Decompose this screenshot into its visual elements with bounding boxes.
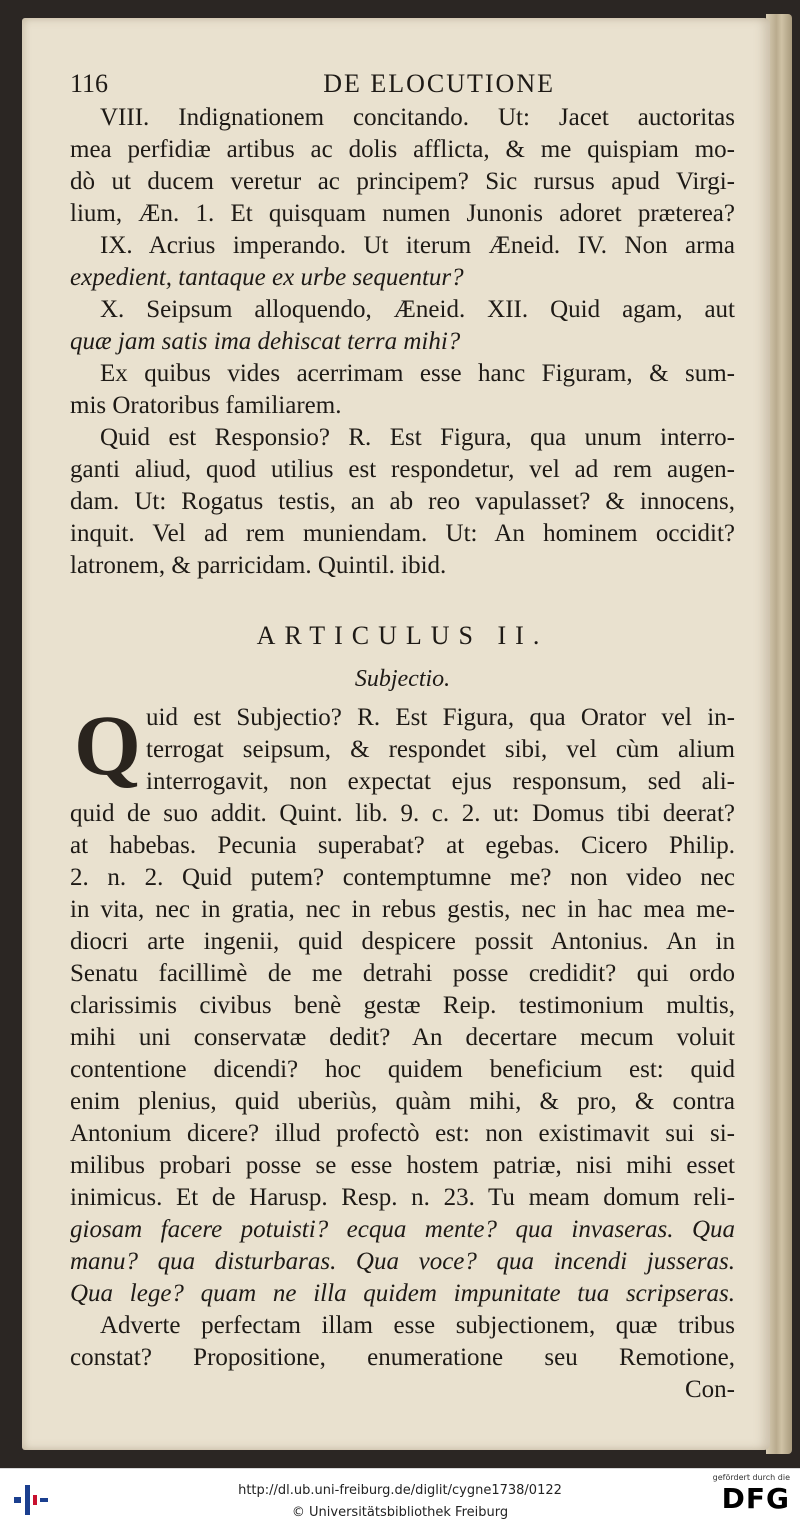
text-line: mihi uni conservatæ dedit? An decertare mecum voluit xyxy=(70,1024,735,1051)
text-line: interrogavit, non expectat ejus responsum, sed ali- xyxy=(146,768,735,795)
funding-note: gefördert durch die xyxy=(712,1473,790,1482)
catchword: Con- xyxy=(685,1376,735,1403)
drop-cap: Q xyxy=(74,697,141,793)
dropcap-lines xyxy=(70,697,735,798)
text-line: Quid est Responsio? R. Est Figura, qua unum interro- xyxy=(100,424,735,451)
text-line: at habebas. Pecunia superabat? at egebas. Cicero Philip. xyxy=(70,832,735,859)
text-line: Ex quibus vides acerrimam esse hanc Figuram, & sum- xyxy=(100,360,735,387)
text-line: in vita, nec in gratia, nec in rebus gestis, nec in hac mea me- xyxy=(70,896,735,923)
text-line: dam. Ut: Rogatus testis, an ab reo vapulasset? & innocens, xyxy=(70,488,735,515)
text-line: uid est Subjectio? R. Est Figura, qua Orator vel in- xyxy=(146,704,735,731)
page-number: 116 xyxy=(70,69,109,98)
subjectio-opening xyxy=(70,697,735,798)
text-line: expedient, tantaque ex urbe sequentur? xyxy=(70,264,464,291)
text-line: latronem, & parricidam. Quintil. ibid. xyxy=(70,552,447,579)
text-line: manu? qua disturbaras. Qua voce? qua incendi jusseras. xyxy=(70,1248,735,1275)
text-line: dò ut ducem veretur ac principem? Sic rursus apud Virgi- xyxy=(70,168,735,195)
page-text xyxy=(70,68,735,1406)
text-line: Antonium dicere? illud profectò est: non existimavit sui si- xyxy=(70,1120,735,1147)
text-line: ganti aliud, quod utilius est respondetur, vel ad rem augen- xyxy=(70,456,735,483)
article-subheading: Subjectio. xyxy=(354,666,451,692)
dfg-logo-text: DFG xyxy=(721,1482,790,1515)
text-line: Qua lege? quam ne illa quidem impunitate tua scripseras. xyxy=(70,1280,735,1307)
text-line: clarissimis civibus benè gestæ Reip. testimonium multis, xyxy=(70,992,735,1019)
text-line: mis Oratoribus familiarem. xyxy=(70,392,342,419)
text-line: diocri arte ingenii, quid despicere possit Antonius. An in xyxy=(70,928,735,955)
text-line: IX. Acrius imperando. Ut iterum Æneid. IV. Non arma xyxy=(100,232,735,259)
text-line: mea perfidiæ artibus ac dolis afflicta, & me quispiam mo- xyxy=(70,136,735,163)
copyright-notice: © Universitätsbibliothek Freiburg xyxy=(291,1505,509,1520)
text-line: terrogat seipsum, & respondet sibi, vel cùm alium xyxy=(146,736,735,763)
page-header xyxy=(70,68,735,102)
text-line: VIII. Indignationem concitando. Ut: Jacet auctoritas xyxy=(100,104,735,131)
text-line: quid de suo addit. Quint. lib. 9. c. 2. ut: Domus tibi deerat? xyxy=(70,800,735,827)
article-heading: ARTICULUS II. xyxy=(256,621,549,650)
text-line: constat? Propositione, enumeratione seu Remotione, xyxy=(70,1344,735,1371)
text-line: inimicus. Et de Harusp. Resp. n. 23. Tu meam domum reli- xyxy=(70,1184,735,1211)
text-line: X. Seipsum alloquendo, Æneid. XII. Quid agam, aut xyxy=(100,296,735,323)
viewer-footer xyxy=(0,1468,800,1529)
text-line: Senatu facillimè de me detrahi posse credidit? qui ordo xyxy=(70,960,735,987)
running-head: DE ELOCUTIONE xyxy=(323,69,555,98)
permalink-url[interactable]: http://dl.ub.uni-freiburg.de/diglit/cygne1738/0122 xyxy=(238,1483,562,1498)
paragraphs-subjectio xyxy=(70,798,735,1374)
text-line: milibus probari posse se esse hostem patriæ, nisi mihi esset xyxy=(70,1152,735,1179)
text-line: enim plenius, quid uberiùs, quàm mihi, & pro, & contra xyxy=(70,1088,735,1115)
text-line: inquit. Vel ad rem muniendam. Ut: An hominem occidit? xyxy=(70,520,735,547)
paragraphs-figures xyxy=(70,102,735,582)
text-line: giosam facere potuisti? ecqua mente? qua invaseras. Qua xyxy=(70,1216,735,1243)
text-line: lium, Æn. 1. Et quisquam numen Junonis adoret præterea? xyxy=(70,200,735,227)
text-line: Adverte perfectam illam esse subjectionem, quæ tribus xyxy=(100,1312,735,1339)
text-line: 2. n. 2. Quid putem? contemptumne me? non video nec xyxy=(70,864,735,891)
text-line: quæ jam satis ima dehiscat terra mihi? xyxy=(70,328,461,355)
dfg-logo xyxy=(704,1473,790,1527)
text-line: contentione dicendi? hoc quidem beneficium est: quid xyxy=(70,1056,735,1083)
